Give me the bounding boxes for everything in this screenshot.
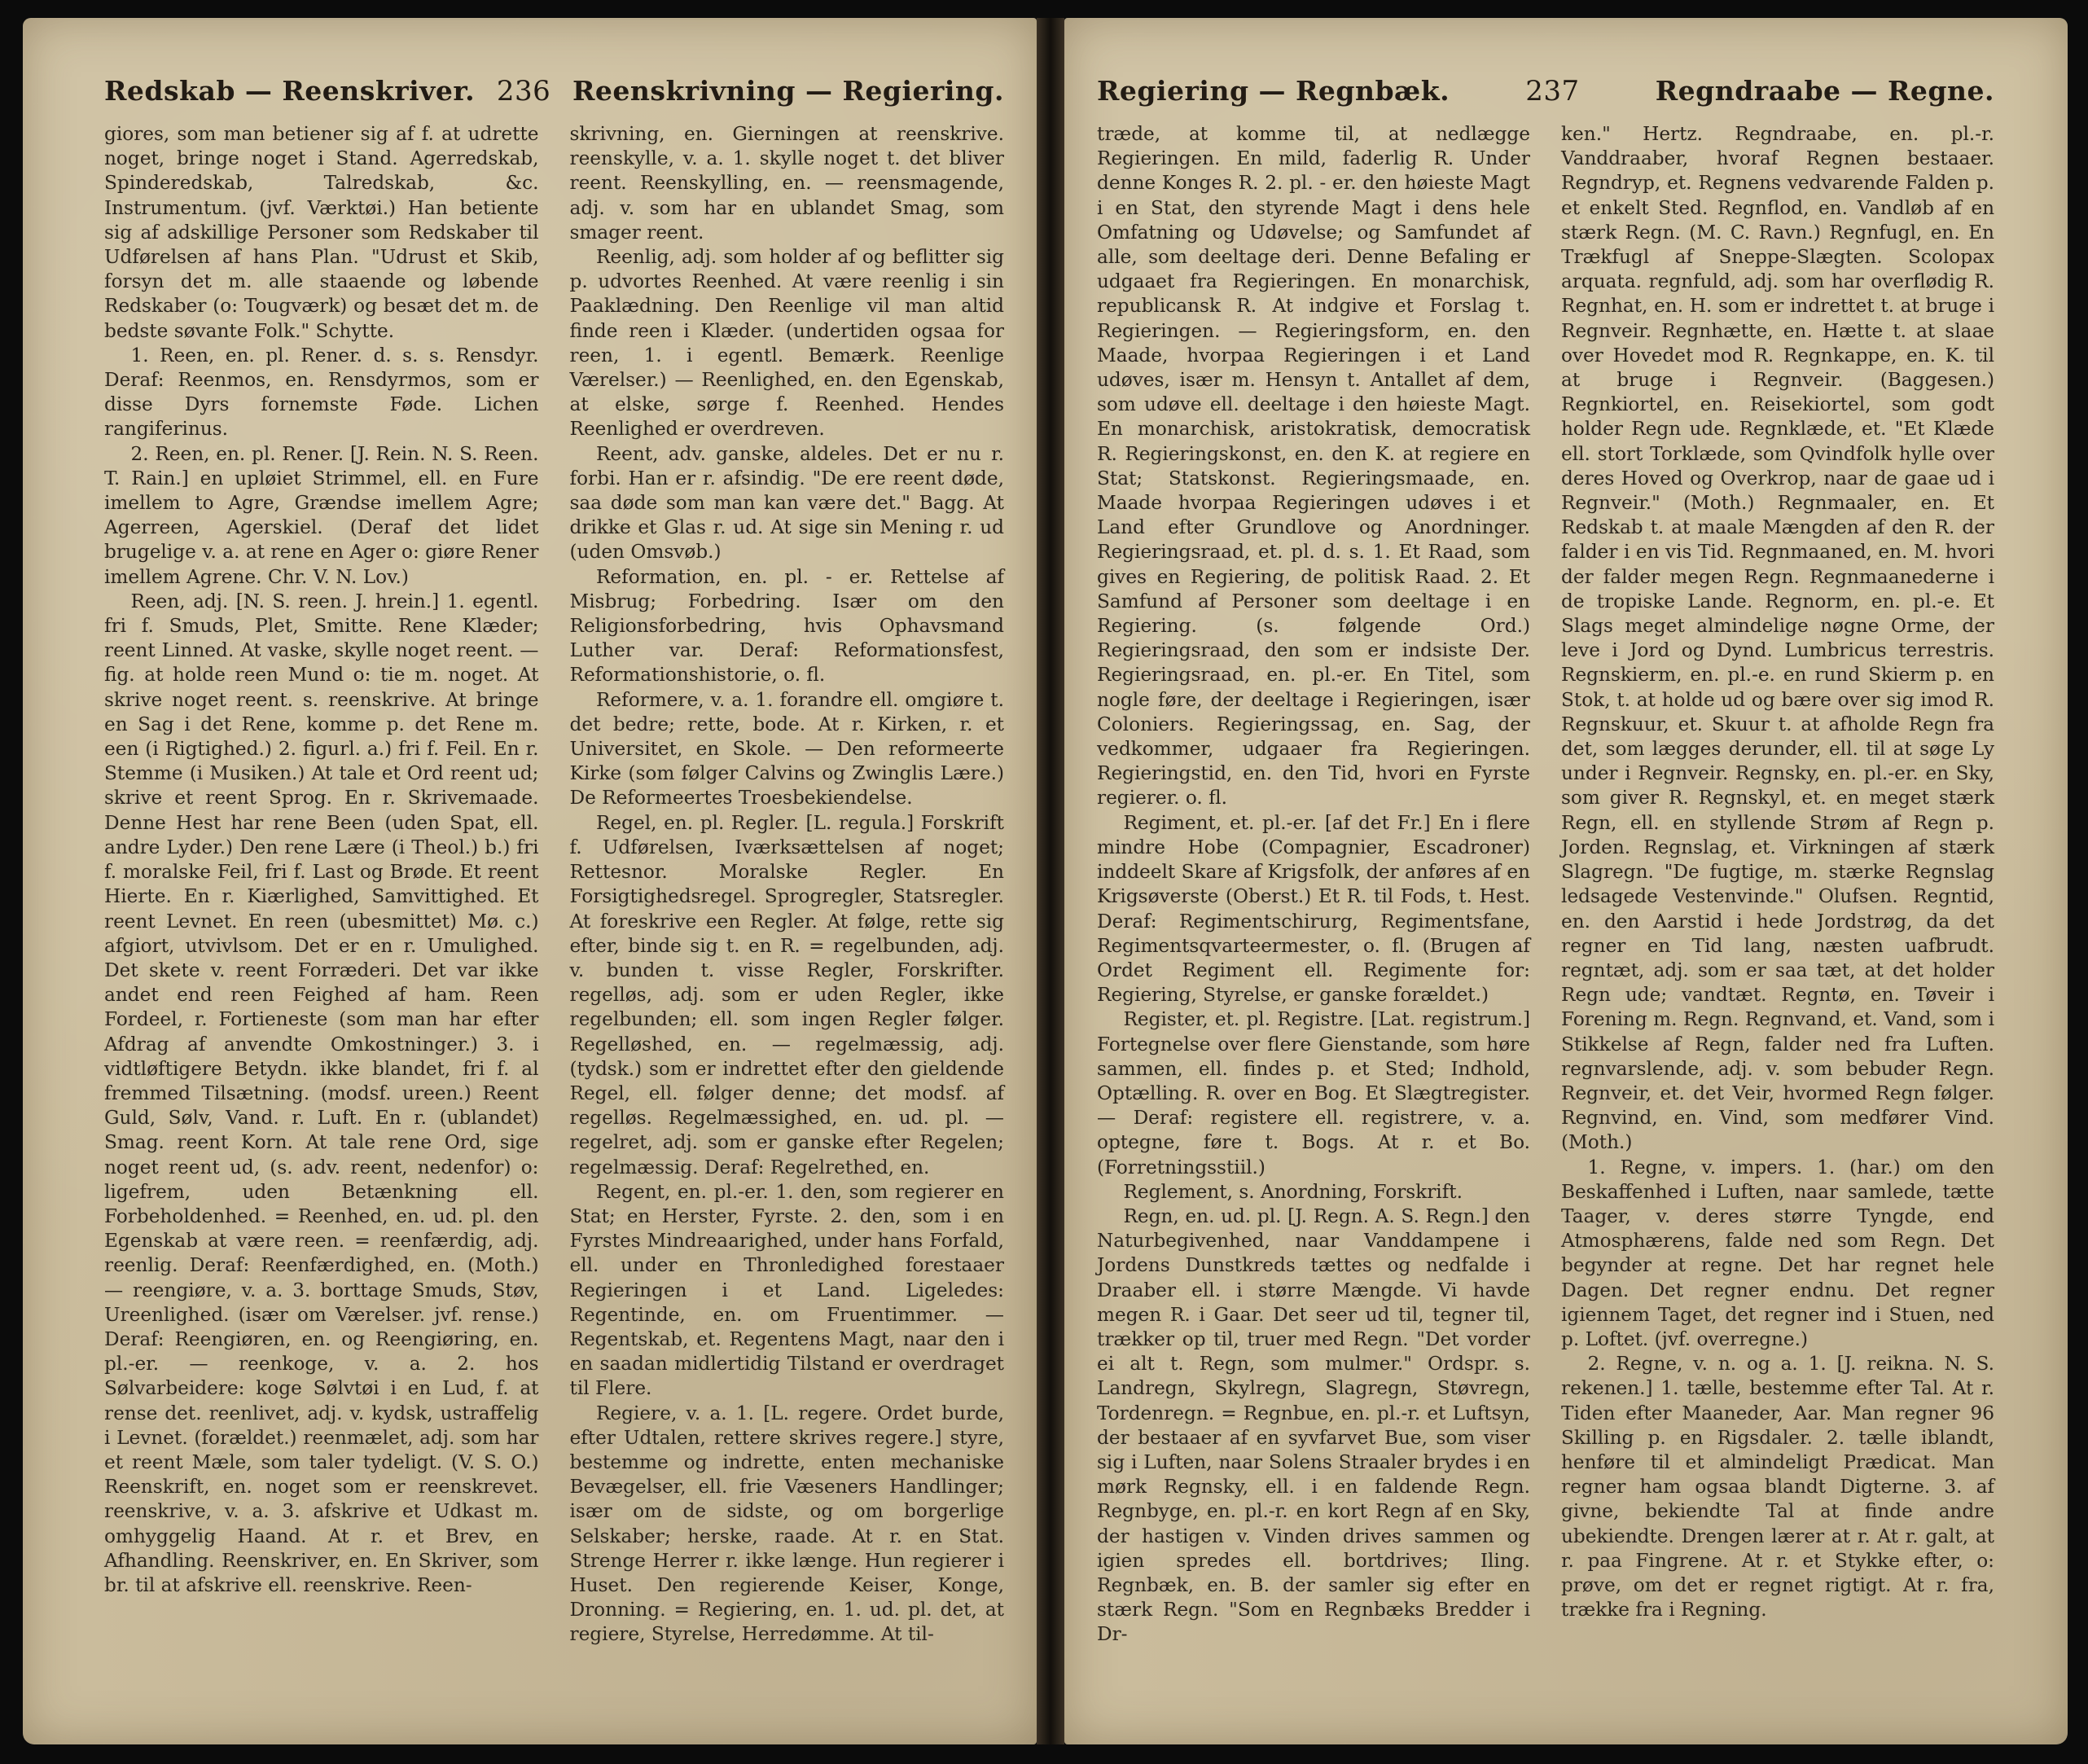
column-1 bbox=[104, 122, 539, 1648]
head-right: Regndraabe — Regne. bbox=[1655, 75, 1994, 107]
head-right: Reenskrivning — Regiering. bbox=[572, 75, 1004, 107]
entry: Regent, en. pl.-er. 1. den, som regierer en Stat; en Herster, Fyrste. 2. den, som i en Fyrstes Mindreaarighed, under hans Forfald, ell. under en Thronledighed forestaaer Regieringen i et Land. Ligeledes: Regentinde, en. om Fruentimmer. — Regentskab, et. Regentens Magt, naar den i en saadan midlertidig Tilstand er overdraget til Flere. bbox=[569, 1180, 1004, 1400]
entry: 2. Reen, en. pl. Rener. [J. Rein. N. S. Reen. T. Rain.] en upløiet Strimmel, ell. en Fure imellem to Agre, Grændse imellem Agre; Agerreen, Agerskiel. (Deraf det lidet brugelige v. a. at rene en Ager o: giøre Rener imellem Agrene. Chr. V. N. Lov.) bbox=[104, 442, 539, 588]
head-left: Redskab — Reenskriver. bbox=[104, 75, 476, 107]
entry: 2. Regne, v. n. og a. 1. [J. reikna. N. S. rekenen.] 1. tælle, bestemme efter Tal. At r. Tiden efter Maaneder, Aar. Man regner 96 Skilling p. en Rigsdaler. 2. tælle iblandt, henføre til et almindeligt Prædicat. Man regner ham ogsaa blandt Digterne. 3. af givne, bekiendte Tal at finde andre ubekiendte. Drengen lærer at r. At r. galt, at r. paa Fingrene. At r. et Stykke efter, o: prøve, om det er regnet rigtigt. At r. fra, trække fra i Regning. bbox=[1561, 1353, 1994, 1621]
page-number: 237 bbox=[1525, 75, 1580, 108]
entry: Reformation, en. pl. - er. Rettelse af Misbrug; Forbedring. Især om den Religionsforbedring, hvis Ophavsmand Luther var. Deraf: Reformationsfest, Reformationshistorie, o. fl. bbox=[569, 565, 1004, 687]
entry: ken." Hertz. Regndraabe, en. pl.-r. Vanddraaber, hvoraf Regnen bestaaer. Regndryp, et. Regnens vedvarende Falden p. et enkelt Sted. Regnflod, en. Vandløb af en stærk Regn. (M. C. Ravn.) Regnfugl, en. En Trækfugl af Sneppe-Slægten. Scolopax arquata. regnfuld, adj. som har overflødig R. Regnhat, en. H. som er indrettet t. at bruge i Regnveir. Regnhætte, en. Hætte t. at slaae over Hovedet mod R. Regnkappe, en. K. til at bruge i Regnveir. (Baggesen.) Regnkiortel, en. Reisekiortel, som godt holder Regn ude. Regnklæde, et. "Et Klæde ell. stort Torklæde, som Qvindfolk hylle over deres Hoved og Overkrop, naar de gaae ud i Regnveir." (Moth.) Regnmaaler, en. Et Redskab t. at maale Mængden af den R. der falder i en vis Tid. Regnmaaned, en. M. hvori der falder megen Regn. Regnmaanederne i de tropiske Lande. Regnorm, en. pl.-e. Et Slags meget almindelige nøgne Orme, der leve i Jord og Dynd. Lumbricus terrestris. Regnskierm, en. pl.-e. en rund Skierm p. en Stok, t. at holde ud og bære over sig imod R. Regnskuur, et. Skuur t. at afholde Regn fra det, som lægges derunder, ell. til at søge Ly under i Regnveir. Regnsky, en. pl.-er. en Sky, som giver R. Regnskyl, et. en meget stærk Regn, ell. en styllende Strøm af Regn p. Jorden. Regnslag, et. Virkningen af stærk Slagregn. "De fugtige, m. stærke Regnslag ledsagede Vestenvinde." Olufsen. Regntid, en. den Aarstid i hede Jordstrøg, da det regner en Tid lang, næsten uafbrudt. regntæt, adj. som er saa tæt, at det holder Regn ude; vandtæt. Regntø, en. Tøveir i Forening m. Regn. Regnvand, et. Vand, som i Stikkelse af Regn, falder ned fra Luften. regnvarslende, adj. v. som bebuder Regn. Regnveir, et. det Veir, hvormed Regn følger. Regnvind, en. Vind, som medfører Vind. (Moth.) bbox=[1561, 123, 1994, 1154]
entry: Regel, en. pl. Regler. [L. regula.] Forskrift f. Udførelsen, Iværksættelsen af noget; Rettesnor. Moralske Regler. En Forsigtighedsregel. Sprogregler, Statsregler. At foreskrive een Regler. At følge, rette sig efter, binde sig t. en R. = regelbunden, adj. v. bunden t. visse Regler, Forskrifter. regelløs, adj. som er uden Regler, ikke regelbunden; ell. som ingen Regler følger. Regelløshed, en. — regelmæssig, adj. (tydsk.) som er indrettet efter den gieldende Regel, ell. følger denne; det modsf. af regelløs. Regelmæssighed, en. ud. pl. — regelret, adj. som er ganske efter Regelen; regelmæssig. Deraf: Regelrethed, en. bbox=[569, 811, 1004, 1178]
entry: Regiere, v. a. 1. [L. regere. Ordet burde, efter Udtalen, rettere skrives regere.] styre, bestemme og indrette, enten mechaniske Bevægelser, ell. frie Væseners Handlinger; især om de sidste, og om borgerlige Selskaber; herske, raade. At r. en Stat. Strenge Herrer r. ikke længe. Hun regierer i Huset. Den regierende Keiser, Konge, Dronning. = Regiering, en. 1. ud. pl. det, at regiere, Styrelse, Herredømme. At til- bbox=[569, 1402, 1004, 1646]
right-page bbox=[1064, 18, 2068, 1744]
entry: Register, et. pl. Registre. [Lat. registrum.] Fortegnelse over flere Gienstande, som høre sammen, ell. findes p. et Sted; Indhold, Optælling. R. over en Bog. Et Slægtregister. — Deraf: registere ell. registrere, v. a. optegne, føre t. Bogs. At r. et Bo. (Forretningsstiil.) bbox=[1097, 1008, 1530, 1178]
column-2 bbox=[1561, 122, 1994, 1648]
entry: træde, at komme til, at nedlægge Regieringen. En mild, faderlig R. Under denne Konges R. 2. pl. - er. den høieste Magt i en Stat, den styrende Magt i dens hele Omfatning og Udøvelse; og Samfundet af alle, som deeltage deri. Denne Befaling er udgaaet fra Regieringen. En monarchisk, republicansk R. At indgive et Forslag t. Regieringen. — Regieringsform, en. den Maade, hvorpaa Regieringen i et Land udøves, især m. Hensyn t. Antallet af dem, som udøve ell. deeltage i den høieste Magt. En monarchisk, aristokratisk, democratisk R. Regieringskonst, en. den K. at regiere en Stat; Statskonst. Regieringsmaade, en. Maade hvorpaa Regieringen udøves i et Land efter Grundlove og Anordninger. Regieringsraad, et. pl. d. s. 1. Et Raad, som gives en Regiering, de politisk Raad. 2. Et Samfund af Personer som deeltage i en Regiering. (s. følgende Ord.) Regieringsraad, den som er indsiste Der. Regieringsraad, en. pl.-er. En Titel, som nogle føre, der deeltage i Regieringen, især Coloniers. Regieringssag, en. Sag, der vedkommer, udgaaer fra Regieringen. Regieringstid, en. den Tid, hvori en Fyrste regierer. o. fl. bbox=[1097, 123, 1530, 810]
page-number: 236 bbox=[496, 75, 551, 108]
column-2 bbox=[570, 122, 1005, 1648]
entry: 1. Regne, v. impers. 1. (har.) om den Beskaffenhed i Luften, naar samlede, tætte Taager, v. deres større Tyngde, end Atmosphærens, falde ned som Regn. Det begynder at regne. Det har regnet hele Dagen. Det regner endnu. Det regner igiennem Taget, det regner ind i Stuen, ned p. Loftet. (jvf. overregne.) bbox=[1561, 1156, 1994, 1350]
entry: Reen, adj. [N. S. reen. J. hrein.] 1. egentl. fri f. Smuds, Plet, Smitte. Rene Klæder; reent Linned. At vaske, skylle noget reent. — fig. at holde reen Mund o: tie m. noget. At skrive noget reent. s. reenskrive. At bringe en Sag i det Rene, komme p. det Rene m. een (i Rigtighed.) 2. figurl. a.) fri f. Feil. En r. Stemme (i Musiken.) At tale et Ord reent ud; skrive et reent Sprog. En r. Skrivemaade. Denne Hest har rene Been (uden Spat, ell. andre Lyder.) Den rene Lære (i Theol.) b.) fri f. moralske Feil, fri f. Last og Brøde. Et reent Hierte. En r. Kiærlighed, Samvittighed. Et reent Levnet. En reen (ubesmittet) Mø. c.) afgiort, utvivlsom. Det er en r. Umulighed. Det skete v. reent Forræderi. Det var ikke andet end reen Feighed af ham. Reen Fordeel, r. Fortieneste (som man har efter Afdrag af anvendte Omkostninger.) 3. i vidtløftigere Betydn. ikke blandet, fri f. al fremmed Tilsætning. (modsf. ureen.) Reent Guld, Sølv, Vand. r. Luft. En r. (ublandet) Smag. reent Korn. At tale rene Ord, sige noget reent ud, (s. adv. reent, nedenfor) o: ligefrem, uden Betænkning ell. Forbeholdenhed. = Reenhed, en. ud. pl. den Egenskab at være reen. = reenfærdig, adj. reenlig. Deraf: Reenfærdighed, en. (Moth.) — reengiøre, v. a. 3. borttage Smuds, Støv, Ureenlighed. (især om Værelser. jvf. rense.) Deraf: Reengiøren, en. og Reengiøring, en. pl.-er. — reenkoge, v. a. 2. hos Sølvarbeidere: koge Sølvtøi i en Lud, f. at rense det. reenlivet, adj. v. kydsk, ustraffelig i Levnet. (forældet.) reenmælet, adj. som har et reent Mæle, som taler tydeligt. (V. S. O.) Reenskrift, en. noget som er reenskrevet. reenskrive, v. a. 3. afskrive et Udkast m. omhyggelig Haand. At r. et Brev, en Afhandling. Reenskriver, en. En Skriver, som br. til at afskrive ell. reenskrive. Reen- bbox=[104, 590, 539, 1596]
entry: Regn, en. ud. pl. [J. Regn. A. S. Regn.] den Naturbegivenhed, naar Vanddampene i Jordens Dunstkreds tættes og nedfalde i Draaber ell. i større Mængde. Vi havde megen R. i Gaar. Det seer ud til, tegner til, trækker op til, truer med Regn. "Det vorder ei alt t. Regn, som mulmer." Ordspr. s. Landregn, Skylregn, Slagregn, Støvregn, Tordenregn. = Regnbue, en. pl.-r. et Luftsyn, der bestaaer af en syvfarvet Bue, som viser sig i Luften, naar Solens Straaler brydes i en mørk Regnsky, ell. i en faldende Regn. Regnbyge, en. pl.-r. en kort Regn af en Sky, der hastigen v. Vinden drives sammen og igien spredes ell. bortdrives; Iling. Regnbæk, en. B. der samler sig efter en stærk Regn. "Som en Regnbæks Bredder i Dr- bbox=[1097, 1205, 1530, 1646]
entry: Reglement, s. Anordning, Forskrift. bbox=[1123, 1180, 1463, 1203]
running-head bbox=[1097, 75, 1994, 108]
entry: skrivning, en. Gierningen at reenskrive. reenskylle, v. a. 1. skylle noget t. det bliver reent. Reenskylling, en. — reensmagende, adj. v. som har en ublandet Smag, som smager reent. bbox=[569, 123, 1004, 244]
column-1 bbox=[1097, 122, 1530, 1648]
entry: Reformere, v. a. 1. forandre ell. omgiøre t. det bedre; rette, bode. At r. Kirken, r. et Universitet, en Skole. — Den reformeerte Kirke (som følger Calvins og Zwinglis Lære.) De Reformeertes Troesbekiendelse. bbox=[569, 688, 1004, 810]
entry: giores, som man betiener sig af f. at udrette noget, bringe noget i Stand. Agerredskab, Spinderedskab, Talredskab, &c. Instrumentum. (jvf. Værktøi.) Han betiente sig af adskillige Personer som Redskaber til Udførelsen af hans Plan. "Udrust et Skib, forsyn det m. alle staaende og løbende Redskaber (o: Tougværk) og besæt det m. de bedste søvante Folk." Schytte. bbox=[104, 123, 539, 342]
entry: Regiment, et. pl.-er. [af det Fr.] En i flere mindre Hobe (Compagnier, Escadroner) inddeelt Skare af Krigsfolk, der anføres af en Krigsøverste (Oberst.) Et R. til Fods, t. Hest. Deraf: Regimentschirurg, Regimentsfane, Regimentsqvarteermester, o. fl. (Brugen af Ordet Regiment ell. Regimente for: Regiering, Styrelse, er ganske forældet.) bbox=[1097, 811, 1530, 1007]
entry: Reent, adv. ganske, aldeles. Det er nu r. forbi. Han er r. afsindig. "De ere reent døde, saa døde som man kan være det." Bagg. At drikke et Glas r. ud. At sige sin Mening r. ud (uden Omsvøb.) bbox=[569, 442, 1004, 564]
entry: 1. Reen, en. pl. Rener. d. s. s. Rensdyr. Deraf: Reenmos, en. Rensdyrmos, som er disse Dyrs fornemste Føde. Lichen rangiferinus. bbox=[104, 344, 539, 441]
head-left: Regiering — Regnbæk. bbox=[1097, 75, 1450, 107]
left-page bbox=[23, 18, 1037, 1744]
running-head bbox=[104, 75, 1004, 108]
entry: Reenlig, adj. som holder af og beflitter sig p. udvortes Reenhed. At være reenlig i sin Paaklædning. Den Reenlige vil man altid finde reen i Klæder. (undertiden ogsaa for reen, 1. i egentl. Bemærk. Reenlige Værelser.) — Reenlighed, en. den Egenskab, at elske, sørge f. Reenhed. Hendes Reenlighed er overdreven. bbox=[569, 246, 1004, 441]
book-gutter bbox=[1037, 18, 1064, 1744]
